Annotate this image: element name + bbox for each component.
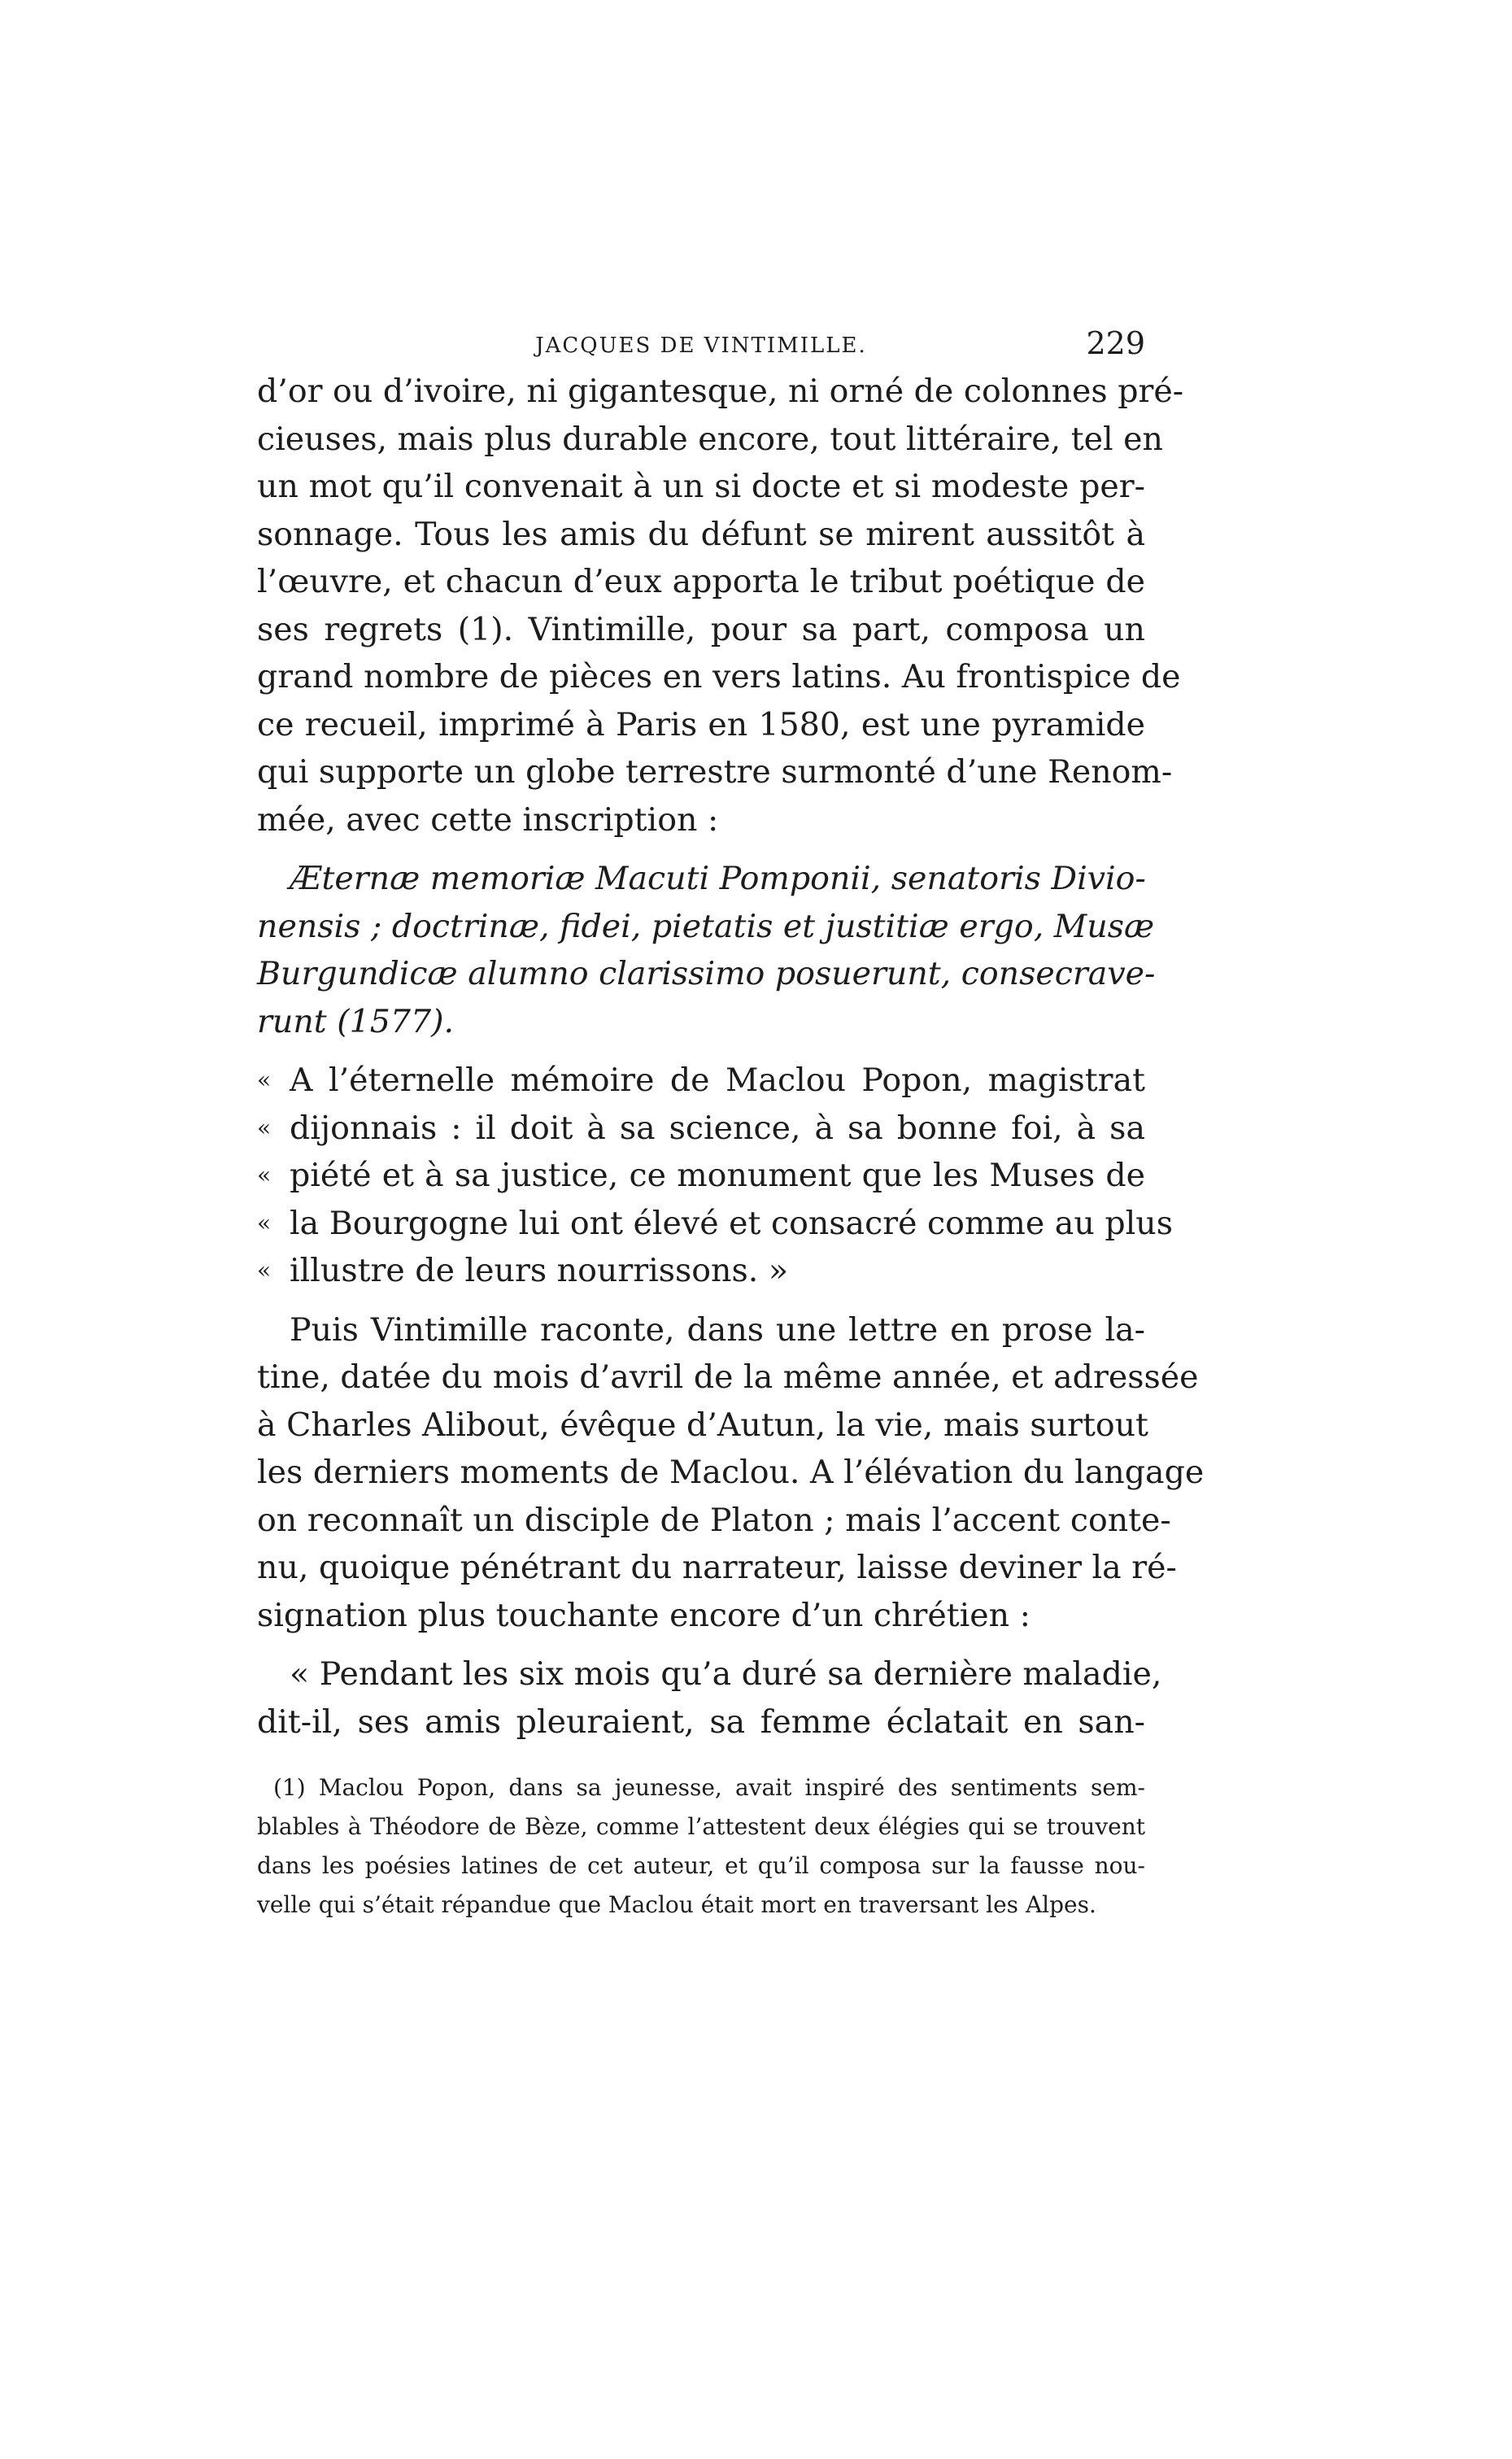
footnote — [257, 1768, 1145, 1925]
text-line: nu, quoique pénétrant du narrateur, laisse deviner la ré- — [257, 1549, 1177, 1586]
text-line: tine, datée du mois d’avril de la même année, et adressée — [257, 1358, 1199, 1396]
footnote-line: (1) Maclou Popon, dans sa jeunesse, avait inspiré des sentiments sem- — [273, 1774, 1145, 1801]
paragraph-2 — [257, 1306, 1205, 1640]
text-line: cieuses, mais plus durable encore, tout littéraire, tel en — [257, 420, 1163, 458]
text-line: mée, avec cette inscription : — [257, 800, 719, 839]
text-line: « la Bourgogne lui ont élevé et consacré comme au plus — [257, 1200, 1145, 1248]
text-line: nensis ; doctrinæ, fidei, pietatis et justitiæ ergo, Musæ — [257, 907, 1155, 945]
footnote-line: blables à Théodore de Bèze, comme l’attestent deux élégies qui se trouvent — [257, 1813, 1145, 1840]
text-line: Puis Vintimille raconte, dans une lettre en prose la- — [290, 1310, 1145, 1349]
text-line: d’or ou d’ivoire, ni gigantesque, ni orné de colonnes pré- — [257, 373, 1184, 410]
text-line: on reconnaît un disciple de Platon ; mais l’accent conte- — [257, 1501, 1171, 1539]
text-line: sonnage. Tous les amis du défunt se mirent aussitôt à — [257, 515, 1145, 553]
paragraph-3 — [257, 1650, 1162, 1746]
text-line: qui supporte un globe terrestre surmonté d’une Renom- — [257, 753, 1173, 791]
text-line: runt (1577). — [257, 1002, 455, 1040]
running-header — [257, 325, 1145, 363]
paragraph-1 — [257, 368, 1184, 844]
text-line: un mot qu’il convenait à un si docte et si modeste per- — [257, 468, 1145, 505]
book-page — [257, 325, 1205, 1925]
text-line: « piété et à sa justice, ce monument que les Muses de — [257, 1152, 1145, 1200]
text-line: Æternæ memoriæ Macuti Pomponii, senatoris Divio- — [290, 860, 1146, 897]
text-line: « A l’éternelle mémoire de Maclou Popon, magistrat — [257, 1057, 1145, 1105]
running-title: JACQUES DE VINTIMILLE. — [535, 334, 867, 358]
text-line: grand nombre de pièces en vers latins. Au frontispice de — [257, 658, 1181, 695]
latin-inscription — [257, 855, 1156, 1045]
footnote-line: dans les poésies latines de cet auteur, et qu’il composa sur la fausse nou- — [257, 1852, 1145, 1879]
text-line: ce recueil, imprimé à Paris en 1580, est une pyramide — [257, 705, 1145, 743]
text-line: « dijonnais : il doit à sa science, à sa bonne foi, à sa — [257, 1105, 1145, 1153]
footnote-line: velle qui s’était répandue que Maclou était mort en traversant les Alpes. — [257, 1891, 1096, 1918]
translation-quote — [257, 1057, 1173, 1295]
text-line: « illustre de leurs nourrissons. » — [257, 1247, 1145, 1295]
text-line: « Pendant les six mois qu’a duré sa dernière maladie, — [290, 1655, 1162, 1693]
text-line: Burgundicæ alumno clarissimo posuerunt, consecrave- — [257, 955, 1156, 992]
page-number: 229 — [1086, 325, 1145, 361]
text-line: dit-il, ses amis pleuraient, sa femme éclatait en san- — [257, 1703, 1145, 1741]
text-line: à Charles Alibout, évêque d’Autun, la vie, mais surtout — [257, 1406, 1148, 1444]
text-line: signation plus touchante encore d’un chrétien : — [257, 1596, 1031, 1634]
text-line: l’œuvre, et chacun d’eux apporta le tribut poétique de — [257, 563, 1145, 600]
text-line: ses regrets (1). Vintimille, pour sa part, composa un — [257, 610, 1145, 648]
text-line: les derniers moments de Maclou. A l’élévation du langage — [257, 1454, 1205, 1491]
